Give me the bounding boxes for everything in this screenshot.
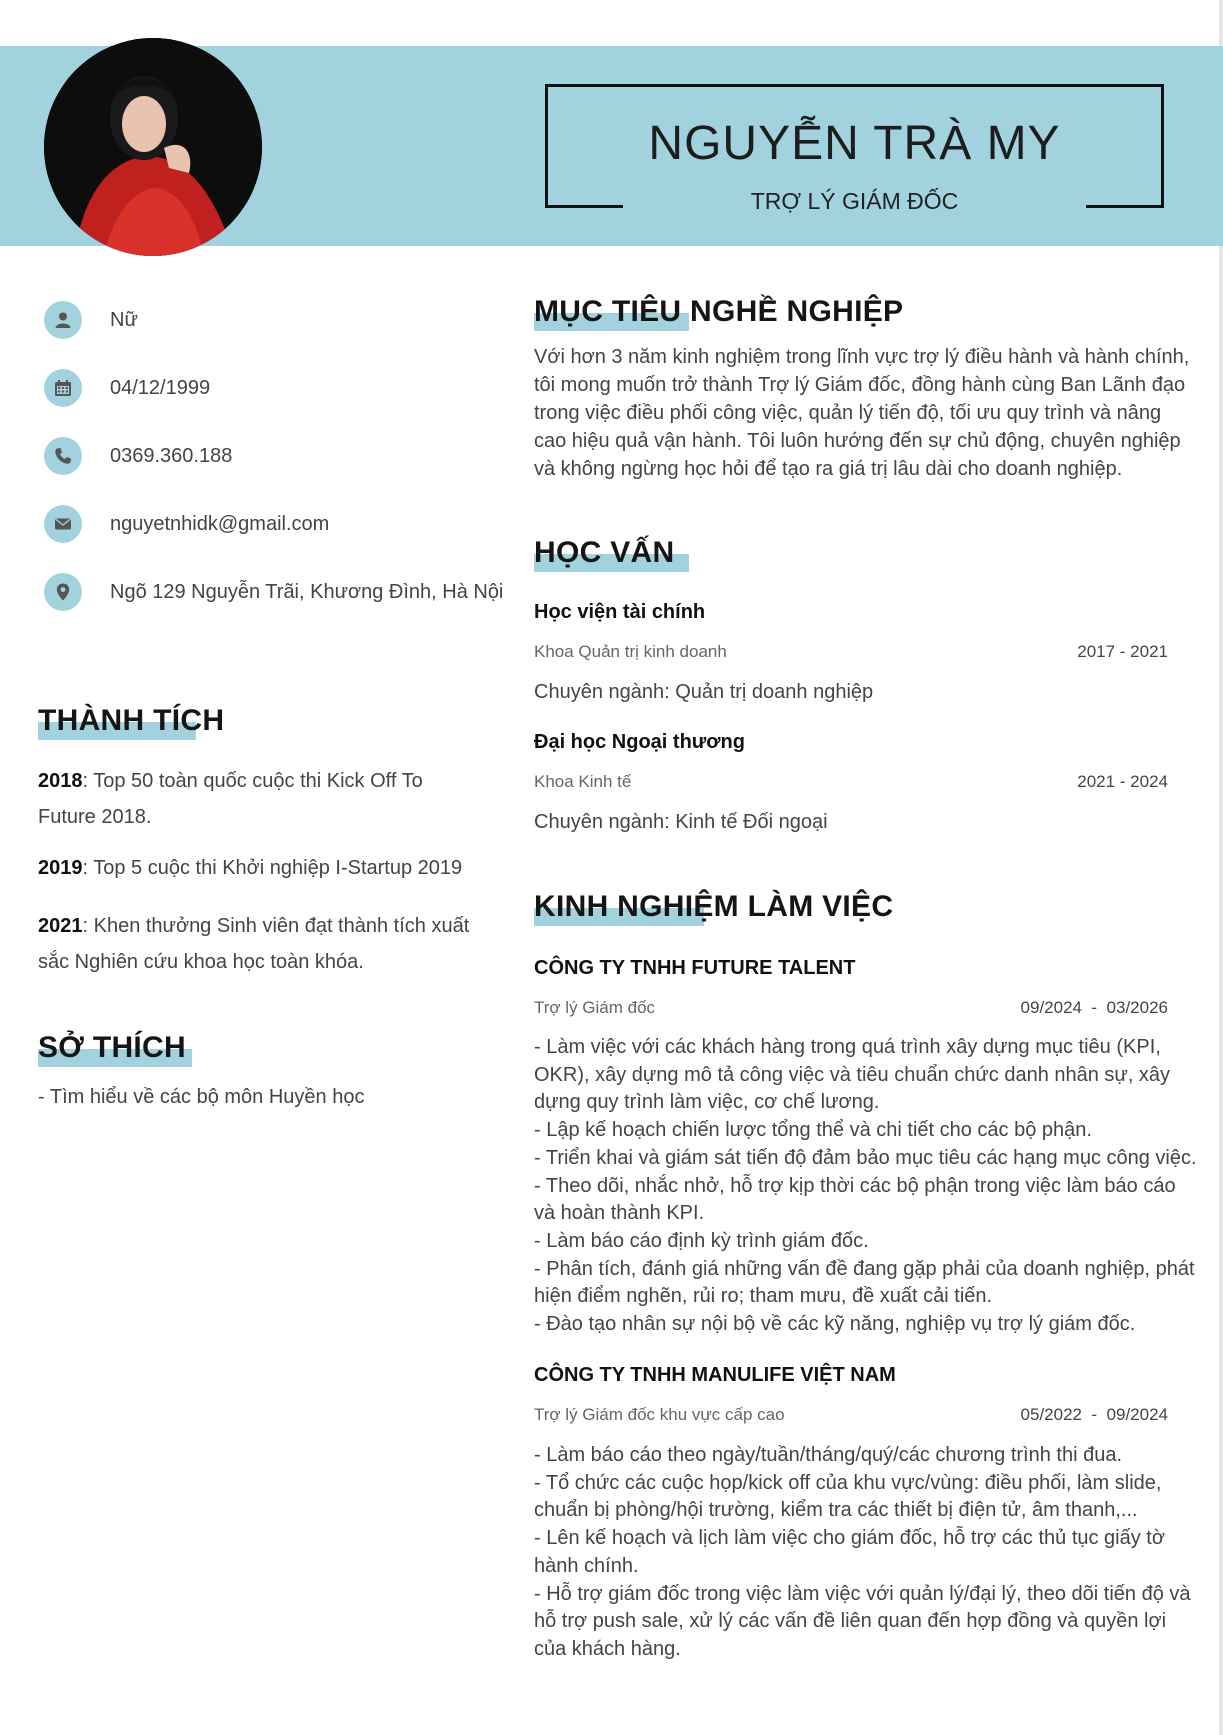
- job-meta: [534, 1405, 1168, 1429]
- job-duties: [534, 1442, 1200, 1664]
- phone-icon: [44, 437, 82, 475]
- phone-text: 0369.360.188: [110, 445, 233, 467]
- job-role: Trợ lý Giám đốc: [534, 998, 656, 1017]
- duty-item: - Phân tích, đánh giá những vấn đề đang gặp phải của doanh nghiệp, phát hiện điểm nghẽn, rủi ro; tham mưu, đề xuất cải tiến.: [534, 1257, 1195, 1308]
- major: Chuyên ngành: Kinh tế Đối ngoại: [534, 811, 828, 833]
- job-period: 05/2022 - 09/2024: [1020, 1405, 1168, 1424]
- achievement-item: 2021: Khen thưởng Sinh viên đạt thành tích xuất sắc Nghiên cứu khoa học toàn khóa.: [38, 915, 470, 973]
- duty-item: - Tổ chức các cuộc họp/kick off của khu vực/vùng: điều phối, làm slide, chuẩn bị phòng/hội trường, kiểm tra các thiết bị điện tử, âm thanh,...: [534, 1471, 1162, 1522]
- school-name: Đại học Ngoại thương: [534, 731, 745, 753]
- duty-item: - Đào tạo nhân sự nội bộ về các kỹ năng, nghiệp vụ trợ lý giám đốc.: [534, 1313, 1136, 1336]
- duty-item: - Lên kế hoạch và lịch làm việc cho giám đốc, hỗ trợ các thủ tục giấy tờ hành chính.: [534, 1527, 1165, 1577]
- gender-text: Nữ: [110, 309, 138, 331]
- job-title: TRỢ LÝ GIÁM ĐỐC: [750, 188, 959, 214]
- full-name: NGUYỄN TRÀ MY: [648, 117, 1061, 170]
- achievement-item: 2019: Top 5 cuộc thi Khởi nghiệp I-Startup 2019: [38, 857, 463, 879]
- duty-item: - Làm báo cáo theo ngày/tuần/tháng/quý/các chương trình thi đua.: [534, 1444, 1122, 1466]
- duty-item: - Làm việc với các khách hàng trong quá trình xây dựng mục tiêu (KPI, OKR), xây dựng mô tả công việc và tiêu chuẩn chức danh nhân sự, xây dựng quy trình làm việc, cơ chế lương.: [534, 1036, 1171, 1114]
- objective-text: Với hơn 3 năm kinh nghiệm trong lĩnh vực trợ lý điều hành và hành chính, tôi mong muốn trở thành Trợ lý Giám đốc, đồng hành cùng Ban Lãnh đạo trong việc điều phối công việc, quản lý tiến độ, tối ưu quy trình và nâng cao hiệu quả vận hành. Tôi luôn hướng đến sự chủ động, chuyên nghiệp và không ngừng học hỏi để tạo ra giá trị lâu dài cho doanh nghiệp.: [534, 346, 1190, 480]
- job-role: Trợ lý Giám đốc khu vực cấp cao: [534, 1405, 785, 1424]
- job-duties: [534, 1034, 1200, 1339]
- calendar-icon: [44, 369, 82, 407]
- objective-heading: MỤC TIÊU NGHỀ NGHIỆP: [534, 295, 903, 329]
- experience-heading: KINH NGHIỆM LÀM VIỆC: [534, 890, 893, 924]
- job-period: 09/2024 - 03/2026: [1020, 998, 1168, 1017]
- faculty: Khoa Quản trị kinh doanh: [534, 642, 727, 661]
- profile-photo: [44, 38, 262, 256]
- achievement-item: 2018: Top 50 toàn quốc cuộc thi Kick Off To Future 2018.: [38, 770, 423, 828]
- address-text: Ngõ 129 Nguyễn Trãi, Khương Đình, Hà Nội: [110, 581, 504, 603]
- education-heading: HỌC VẤN: [534, 536, 674, 570]
- user-icon: [44, 301, 82, 339]
- achievements-heading: THÀNH TÍCH: [38, 704, 224, 738]
- school-years: 2017 - 2021: [1077, 642, 1168, 661]
- duty-item: - Lập kế hoạch chiến lược tổng thể và chi tiết cho các bộ phận.: [534, 1119, 1092, 1142]
- name-frame: [545, 84, 1164, 214]
- faculty: Khoa Kinh tế: [534, 772, 632, 791]
- email-text: nguyetnhidk@gmail.com: [110, 513, 330, 535]
- job-meta: [534, 998, 1168, 1022]
- duty-item: - Triển khai và giám sát tiến độ đảm bảo mục tiêu các hạng mục công việc.: [534, 1146, 1197, 1169]
- duty-item: - Làm báo cáo định kỳ trình giám đốc.: [534, 1229, 869, 1252]
- school-years: 2021 - 2024: [1077, 772, 1168, 791]
- school-meta: [534, 772, 1168, 796]
- duty-item: - Hỗ trợ giám đốc trong việc làm việc với quản lý/đại lý, theo dõi tiến độ và hỗ trợ push sale, xử lý các vấn đề liên quan đến hợp đồng và quyền lợi của khách hàng.: [534, 1582, 1191, 1660]
- hobby-text: - Tìm hiểu về các bộ môn Huyền học: [38, 1086, 365, 1108]
- map-pin-icon: [44, 573, 82, 611]
- major: Chuyên ngành: Quản trị doanh nghiệp: [534, 681, 874, 703]
- company-name: CÔNG TY TNHH MANULIFE VIỆT NAM: [534, 1364, 896, 1386]
- dob-text: 04/12/1999: [110, 377, 211, 399]
- company-name: CÔNG TY TNHH FUTURE TALENT: [534, 957, 856, 979]
- school-meta: [534, 642, 1168, 666]
- hobbies-heading: SỞ THÍCH: [38, 1031, 186, 1065]
- school-name: Học viện tài chính: [534, 601, 706, 623]
- page-edge: [1219, 0, 1223, 1735]
- duty-item: - Theo dõi, nhắc nhở, hỗ trợ kịp thời các bộ phận trong việc làm báo cáo và hoàn thành KPI.: [534, 1174, 1176, 1225]
- envelope-icon: [44, 505, 82, 543]
